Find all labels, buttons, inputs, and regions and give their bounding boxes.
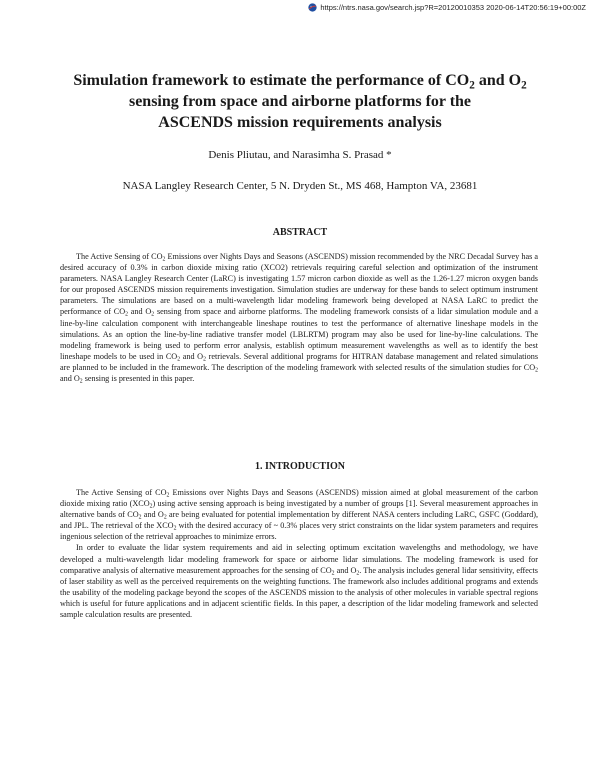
introduction-heading: 1. INTRODUCTION	[254, 461, 345, 472]
intro-paragraph-2: In order to evaluate the lidar system requirements and aid in selecting optimum excitation wavelengths and methodology, we have developed a multi-wavelength lidar modeling framework for space or airborne lidar simulations. The modeling framework is used for comparative analysis of alternative measurement approaches for the sensing of $CO_2$ and $O_2$. The analysis includes general lidar sensitivity, effects of laser stability as well as the perceived requirements on the weighting functions. The framework also includes additional programs and extends the usability of the modeling package beyond the scopes of the ASCENDS mission to the analysis of other molecules in variable spectral regions which is useful for future applications and in adjacent scientific fields. In this paper, a description of the lidar modeling framework and selected sample calculation results are presented.	[60, 543, 538, 620]
affiliation: NASA Langley Research Center, 5 N. Dryden St., MS 468, Hampton VA, 23681	[122, 180, 478, 192]
paper-title: Simulation framework to estimate the performance of $CO_2$ and $O_2$ sensing from space and airborne platforms for the ASCENDS mission requirements analysis	[73, 72, 527, 131]
ntrs-header-stamp	[308, 3, 586, 12]
introduction-text	[60, 487, 538, 620]
header-stamp-text: https://ntrs.nasa.gov/search.jsp?R=20120010353 2020-06-14T20:56:19+00:00Z	[320, 3, 586, 12]
abstract-heading: ABSTRACT	[272, 227, 328, 238]
intro-paragraph-1: The Active Sensing of $CO_2$ Emissions over Nights Days and Seasons (ASCENDS) mission aimed at global measurement of the carbon dioxide mixing ratio $(XCO_2)$ using active sensing approach is being investigated by a number of groups [1]. Several measurement approaches in alternative bands of $CO_2$ and $O_2$ are being evaluated for potential implementation by different NASA centers including LaRC, GSFC (Goddard), and JPL. The retrieval of the $XCO_2$ with the desired accuracy of ~ 0.3% places very strict constraints on the lidar system parameters and requires ingenious selection of the retrieval approaches to minimize errors.	[60, 488, 538, 542]
nasa-logo-icon	[308, 3, 317, 12]
abstract-text: The Active Sensing of $CO_2$ Emissions over Nights Days and Seasons (ASCENDS) mission recommended by the NRC Decadal Survey has a desired accuracy of 0.3% in carbon dioxide mixing ratio (XCO2) retrievals requiring careful selection and optimization of the instrument parameters. NASA Langley Research Center (LaRC) is investigating 1.57 micron carbon dioxide as well as the 1.26-1.27 micron oxygen bands for our proposed ASCENDS mission requirements investigation. Simulation studies are underway for these bands to select optimum instrument parameters. The simulations are based on a multi-wavelength lidar modeling framework being developed at NASA LaRC to predict the performance of $CO_2$ and $O_2$ sensing from space and airborne platforms. The modeling framework consists of a lidar simulation module and a line-by-line calculation component with interchangeable lineshape routines to test the performance of alternative lineshape models in the simulations. As an option the line-by-line radiative transfer model (LBLRTM) program may also be used for line-by-line calculations. The modeling framework is being used to perform error analysis, establish optimum measurement wavelengths as well as to identify the best lineshape models to be used in $CO_2$ and $O_2$ retrievals. Several additional programs for HITRAN database management and related simulations are planned to be included in the framework. The description of the modeling framework with selected results of the simulation studies for $CO_2$ and $O_2$ sensing is presented in this paper.	[60, 252, 539, 385]
author-list: Denis Pliutau, and Narasimha S. Prasad *	[208, 149, 392, 161]
